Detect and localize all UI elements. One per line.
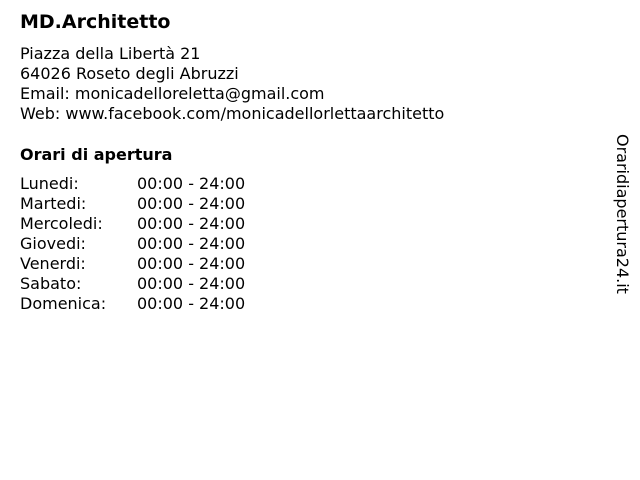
time-range: 00:00 - 24:00 [137, 194, 246, 213]
city-line: 64026 Roseto degli Abruzzi [20, 64, 239, 83]
web-line: Web: www.facebook.com/monicadellorlettaarchitetto [20, 104, 445, 123]
hours-row-wednesday [20, 214, 245, 234]
time-range: 00:00 - 24:00 [137, 214, 246, 233]
hours-row-sunday [20, 294, 245, 314]
hours-row-monday [20, 174, 245, 194]
hours-row-friday [20, 254, 245, 274]
day-label: Domenica: [20, 294, 107, 313]
time-range: 00:00 - 24:00 [137, 234, 246, 253]
email-line: Email: monicadelloreletta@gmail.com [20, 84, 325, 103]
opening-hours-table [20, 174, 245, 314]
day-label: Venerdi: [20, 254, 86, 273]
hours-row-thursday [20, 234, 245, 254]
day-label: Mercoledi: [20, 214, 103, 233]
hours-row-saturday [20, 274, 245, 294]
street-address: Piazza della Libertà 21 [20, 44, 201, 63]
site-watermark: Oraridiapertura24.it [613, 134, 632, 294]
contact-block [20, 44, 444, 124]
day-label: Sabato: [20, 274, 82, 293]
time-range: 00:00 - 24:00 [137, 174, 246, 193]
business-name: MD.Architetto [20, 11, 171, 33]
time-range: 00:00 - 24:00 [137, 294, 246, 313]
day-label: Giovedi: [20, 234, 86, 253]
hours-row-tuesday [20, 194, 245, 214]
time-range: 00:00 - 24:00 [137, 254, 246, 273]
opening-hours-heading: Orari di apertura [20, 145, 173, 164]
day-label: Lunedi: [20, 174, 79, 193]
day-label: Martedi: [20, 194, 87, 213]
time-range: 00:00 - 24:00 [137, 274, 246, 293]
